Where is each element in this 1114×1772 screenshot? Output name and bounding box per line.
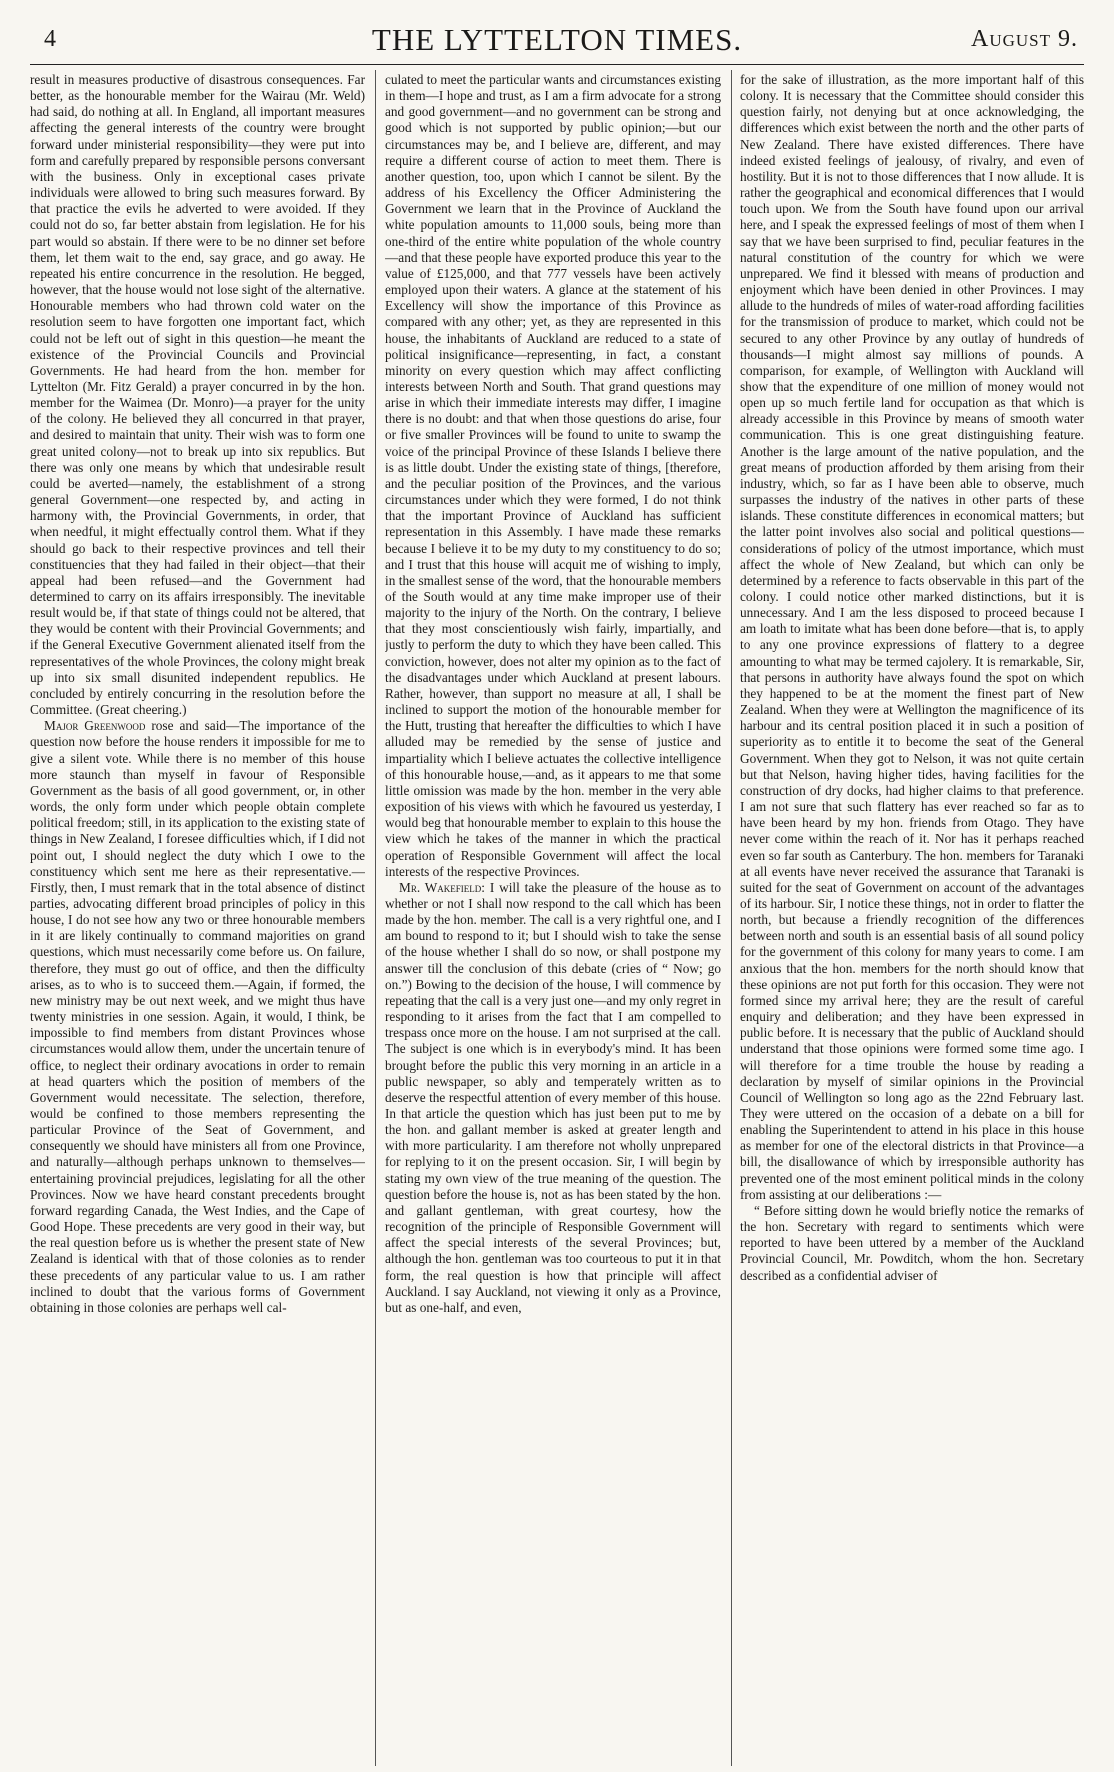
text-column-3 (740, 72, 1084, 1764)
paragraph (30, 72, 365, 718)
column-rule (375, 70, 376, 1766)
paragraph-text: culated to meet the particular wants and circumstances existing in them—I hope and trust, as I am a firm advocate for a strong and good government—and no government can be strong and good which is not supported by public opinion;—but our circumstances may be, and I believe are, different, and may require a different course of action to meet them. There is another question, too, upon which I cannot be silent. By the address of his Excellency the Officer Administering the Government we learn that in the Province of Auckland the white population amounts to 11,000 souls, being more than one-third of the entire white population of the whole country—and that these people have exported produce this year to the value of £125,000, and that 777 vessels have been actively employed upon their waters. A glance at the statement of his Excellency will show the importance of this Province as compared with any other; yet, as they are represented in this house, the inhabitants of Auckland are reduced to a state of political insignificance—representing, in fact, a constant minority on every question which may affect conflicting interests between North and South. That grand questions may arise in which their immediate interests may differ, I imagine there is no doubt: and that when those questions do arise, four or five smaller Provinces will be found to unite to swamp the voice of the principal Province of these Islands I believe there is as little doubt. Under the existing state of things, [therefore, and the peculiar position of the Provinces, and the various circumstances under which they were formed, I do not think that the important Province of Auckland has sufficient representation in this Assembly. I have made these remarks because I believe it to be my duty to my constituency to do so; and I trust that this house will acquit me of wishing to imply, in the smallest sense of the word, that the honourable members of the South would at any time make improper use of their majority to the injury of the North. On the contrary, I believe that they most conscientiously wish fairly, impartially, and justly to perform the duty to which they have been called. This conviction, however, does not alter my opinion as to the fact of the disadvantages under which Auckland at present labours. Rather, however, than support no measure at all, I shall be inclined to support the motion of the honourable member for the Hutt, trusting that hereafter the difficulties to which I have alluded may be remedied by the sense of justice and impartiality which I believe actuates the collective intelligence of this honourable house,—and, as it appears to me that some little omission was made by the hon. member in the very able exposition of his views with which he favoured us yesterday, I would beg that honourable member to explain to this house the view which he takes of the manner in which the practical operation of Responsible Government will affect the local interests of the respective Provinces. (385, 72, 721, 879)
text-column-1 (30, 72, 365, 1764)
page-number: 4 (44, 26, 56, 52)
paragraph-text: rose and said—The importance of the question now before the house renders it impossible for me to give a silent vote. While there is no member of this house more staunch than myself in favour of Responsible Government as the basis of all good government, or, in other words, the only form under which people obtain complete political freedom; still, in its application to the existing state of things in New Zealand, I foresee difficulties which, if I did not point out, I should neglect the duty which I owe to the constituency which sent me here as their representative.—Firstly, then, I must remark that in the total absence of distinct parties, advocating different broad principles of policy in this house, I do not see how any two or three honourable members in it are likely continually to command majorities on grand questions, which must necessarily come before us. On failure, therefore, they must go out of office, and then the difficulty arises, as to who is to succeed them.—Again, if formed, the new ministry may be out next week, and we might thus have twenty ministries in one session. Again, it would, I think, be impossible to find members from distant Provinces whose circumstances would allow them, under the uncertain tenure of office, to neglect their ordinary avocations in order to remain at head quarters which the position of members of the Government would necessitate. The selection, therefore, would be confined to those members representing the particular Province of the Seat of Government, and consequently we should have ministers all from one Province, and naturally—although perhaps unknown to themselves—entertaining provincial prejudices, legislating for all the other Provinces. Now we have heard constant precedents brought forward regarding Canada, the West Indies, and the Cape of Good Hope. These precedents are very good in their way, but the real question before us is whether the present state of New Zealand is identical with that of those colonies as to render these precedents of any particular value to us. I am rather inclined to doubt that the various forms of Government obtaining in those colonies are perhaps well cal- (30, 718, 365, 1315)
paragraph-text: “ Before sitting down he would briefly notice the remarks of the hon. Secretary with regard to sentiments which were reported to have been uttered by a member of the Auckland Provincial Council, Mr. Powditch, whom the hon. Secretary described as a confidential adviser of (740, 1202, 1084, 1283)
paragraph (385, 72, 721, 880)
speaker-name: Mr. Wakefield: (399, 879, 485, 895)
paragraph-text: I will take the pleasure of the house as to whether or not I shall now respond to the call which has been made by the hon. member. The call is a very rightful one, and I am bound to respond to it; but I should wish to take the sense of the house whether I shall do so now, or shall postpone my answer till the conclusion of this debate (cries of “ Now; go on.”) Bowing to the decision of the house, I will commence by repeating that the call is a very just one—and my only regret in responding to it arises from the fact that I am compelled to trespass once more on the house. I am not surprised at the call. The subject is one which is in everybody's mind. It has been brought before the public this very morning in an article in a public newspaper, so ably and temperately written as to deserve the respectful attention of every member of this house. In that article the question which has just been put to me by the hon. and gallant member is asked at greater length and with more particularity. I am therefore not wholly unprepared for replying to it on the present occasion. Sir, I will begin by stating my own view of the true meaning of the question. The question before the house is, not as has been stated by the hon. and gallant gentleman, with great courtesy, how the recognition of the principle of Responsible Government will affect the special interests of the several Provinces; but, although the hon. gentleman was too courteous to put it in that form, the real question is how that principle will affect Auckland. I say Auckland, not viewing it only as a Province, but as one-half, and even, (385, 879, 721, 1315)
paragraph-text: result in measures productive of disastrous consequences. Far better, as the honourable member for the Wairau (Mr. Weld) had said, do nothing at all. In England, all important measures affecting the general interests of the country were brought forward under ministerial responsibility—they were put into form and carefully prepared by responsible persons conversant with the business. Only in exceptional cases private individuals were allowed to bring such measures forward. By that practice the evils he adverted to were avoided. If they could not do so, far better abstain from legislation. He for his part would so abstain. If there were to be no dinner set before them, let them wait to the end, say grace, and go away. He repeated his entire concurrence in the resolution. He begged, however, that the house would not lose sight of the alternative. Honourable members who had thrown cold water on the resolution seem to have forgotten one important fact, which could not be left out of sight in this question—he meant the existence of the Provincial Councils and Provincial Governments. He had heard from the hon. member for Lyttelton (Mr. Fitz Gerald) a prayer concurred in by the hon. member for the Waimea (Dr. Monro)—a prayer for the unity of the colony. He believed they all concurred in that prayer, and desired to maintain that unity. Their wish was to form one great united colony—not to break up into six republics. But there was only one means by which that undesirable result could be averted—namely, the establishment of a strong general Government—one respected by, and acting in harmony with, the Provincial Governments, in order, that when needful, it might effectually control them. What if they should go back to their respective provinces and tell their constituencies that they had failed in their object—that their appeal had been refused—and the Government had determined to carry on its affairs irresponsibly. The inevitable result would be, if that state of things could not be altered, that they would be content with their Provincial Governments; and if the General Executive Government alienated itself from the representatives of the whole Provinces, the colony might break up into six small disunited independent republics. He concluded by entirely concurring in the resolution before the Committee. (Great cheering.) (30, 72, 365, 718)
paragraph (30, 718, 365, 1316)
text-column-2 (385, 72, 721, 1764)
paragraph (385, 880, 721, 1316)
paragraph (740, 1203, 1084, 1284)
paragraph (740, 72, 1084, 1203)
paragraph-text: for the sake of illustration, as the more important half of this colony. It is necessary that the Committee should consider this question fairly, not denying but at once acknowledging, the differences which exist between the north and the other parts of New Zealand. There have existed differences. There have indeed existed feelings of jealousy, of rivalry, and even of hostility. But it is not to those differences that I now allude. It is rather the geographical and economical differences that I would touch upon. We from the South have found upon our arrival here, and I speak the expressed feelings of most of them when I say that we have been surprised to find, peculiar features in the natural constitution of the country for which we were unprepared. We find it blessed with means of production and enjoyment which have been denied in other Provinces. I may allude to the hundreds of miles of water-road affording facilities for the transmission of produce to market, which could not be secured to any other Province by any outlay of hundreds of thousands—I might almost say millions of pounds. A comparison, for example, of Wellington with Auckland will show that the expenditure of one million of money would not open up so much fertile land for occupation as that which is already accessible in this Province by means of smooth water communication. This is one great distinguishing feature. Another is the large amount of the native population, and the great means of production afforded by them arising from their industry, which, so far as I have been able to observe, much surpasses the industry of the natives in other parts of these islands. These constitute differences in economical matters; but the latter point involves also social and political questions—considerations of policy of the utmost importance, which must affect the whole of New Zealand, but which can only be determined by a reference to facts observable in this part of the colony. I could notice other marked distinctions, but it is unnecessary. And I am the less disposed to proceed because I am loath to imitate what has been done before—that is, to apply to any one province expressions of flattery to a degree amounting to what may be termed cajolery. It is remarkable, Sir, that persons in authority have always found the spot on which they happened to be at the moment the finest part of New Zealand. When they were at Wellington the magnificence of its harbour and its central position placed it in such a position of superiority as to entitle it to become the seat of the General Government. When they got to Nelson, it was not quite certain but that Nelson, having higher tides, having facilities for the construction of dry docks, had higher claims to that preference. I am not sure that such flattery has ever reached so far as to have been heard by my hon. friends from Otago. They have never come within the reach of it. Nor has it perhaps reached even so far south as Canterbury. The hon. members for Taranaki at all events have never received the assurance that Taranaki is suited for the seat of Government on account of the advantages of its harbour. Sir, I notice these things, not in order to flatter the north, but because a friendly recognition of the differences between north and south is an essential basis of all sound policy for the government of this colony for many years to come. I am anxious that the hon. members for the north should know that these opinions are not put forth for this occasion. They were not formed since my arrival here; they are the result of careful enquiry and deliberation; and they have been expressed in public before. It is necessary that the public of Auckland should understand that those opinions were formed some time ago. I will therefore for a time trouble the house by reading a declaration by myself of similar opinions in the Provincial Council of Wellington so long ago as the 22nd February last. They were uttered on the occasion of a debate on a bill for enabling the Superintendent to attend in his place in this house as member for one of the electoral districts in that Province—a bill, the disallowance of which by irresponsible authority has prevented one of the most eminent political minds in the colony from assisting at our deliberations :— (740, 72, 1084, 1202)
masthead-rule (30, 64, 1084, 65)
masthead (0, 0, 1114, 66)
issue-date: August 9. (970, 26, 1078, 52)
column-rule (731, 70, 732, 1766)
speaker-name: Major Greenwood (44, 718, 146, 734)
newspaper-title: THE LYTTELTON TIMES. (371, 22, 743, 57)
